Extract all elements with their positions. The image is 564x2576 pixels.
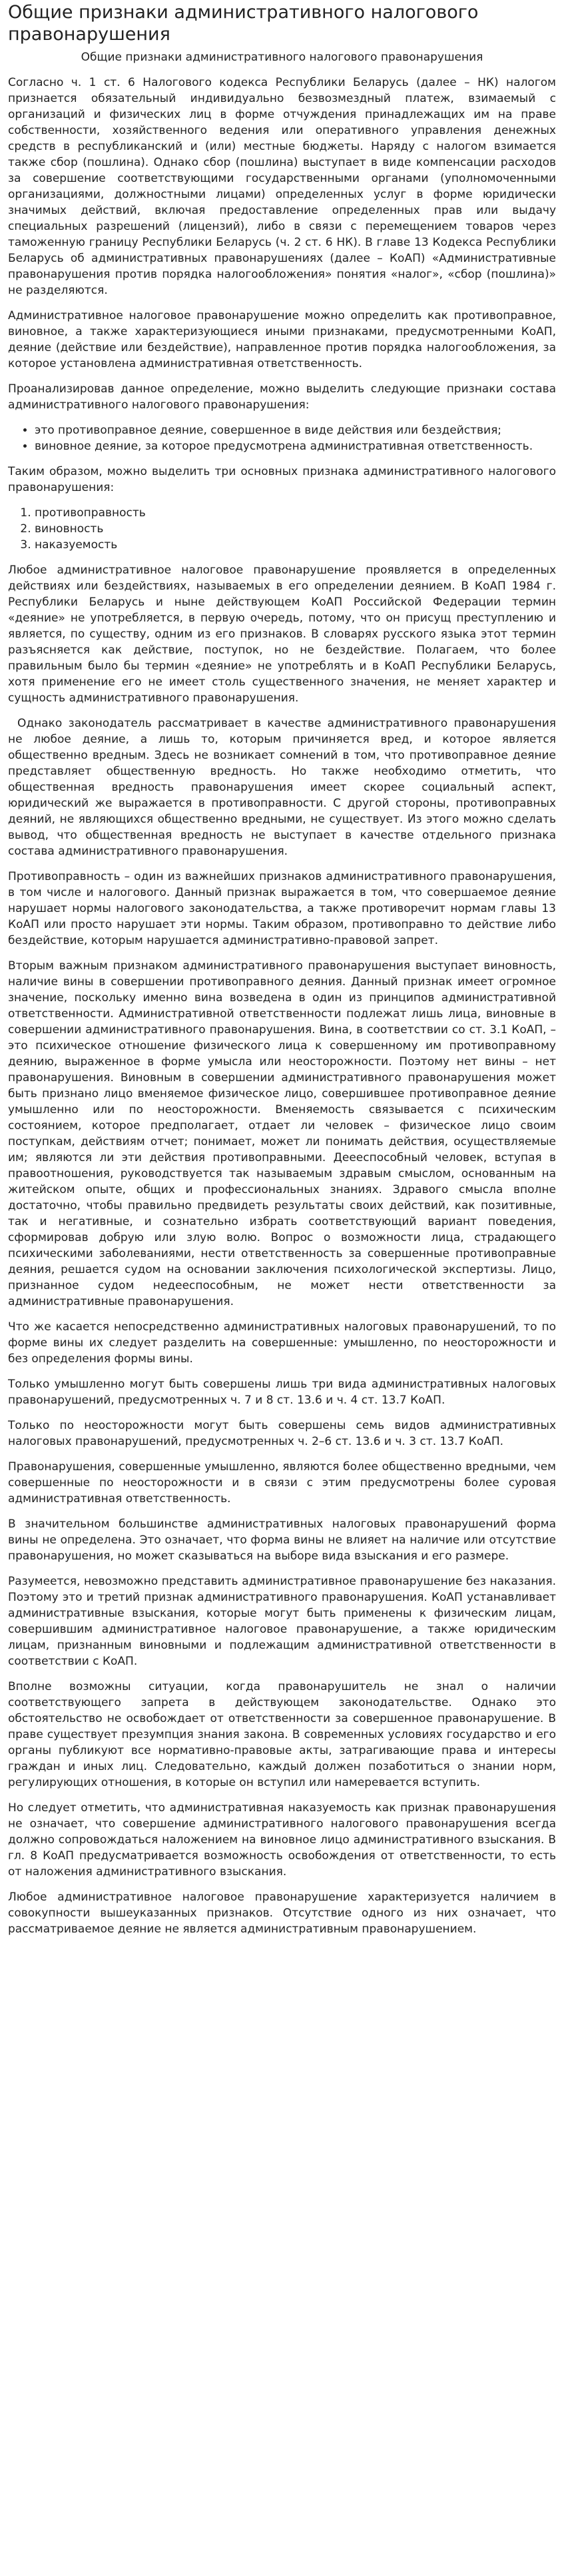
- paragraph-12: Правонарушения, совершенные умышленно, являются более общественно вредными, чем совершенные по неосторожности и в связи с этим предусмотрены более суровая административная ответственность.: [8, 1460, 556, 1505]
- list-item: 1. противоправность: [35, 505, 556, 521]
- paragraph-7: Противоправность – один из важнейших признаков административного правонарушения, в том числе и налогового. Данный признак выражается в том, что совершаемое деяние нарушает нормы налогового законодательства, а также противоречит нормам главы 13 КоАП или просто нарушает эти нормы. Таким образом, противоправно то действие либо бездействие, которым нарушается административно-правовой запрет.: [8, 870, 556, 947]
- list-item: • виновное деяние, за которое предусмотрена административная ответственность.: [35, 438, 556, 454]
- paragraph-15: Вполне возможны ситуации, когда правонарушитель не знал о наличии соответствующего запрета в действующем законодательстве. Однако это обстоятельство не освобождает от ответственности за совершенное правонарушение. В праве существует презумпция знания закона. В современных условиях государство и его органы публикуют все нормативно-правовые акты, затрагивающие права и интересы граждан и иных лиц. Следовательно, каждый должен позаботиться о знании норм, регулирующих отношения, в которые он вступил или намеревается вступить.: [8, 1680, 556, 1789]
- paragraph-4: Таким образом, можно выделить три основных признака административного налогового правонарушения:: [8, 465, 556, 494]
- main-features-numbered-list: [8, 505, 556, 553]
- paragraph-16: Но следует отметить, что административная наказуемость как признак правонарушения не означает, что совершение административного налогового правонарушения всегда должно сопровождаться наложением на виновное лицо административного взыскания. В гл. 8 КоАП предусматривается возможность освобождения от ответственности, то есть от наложения административного взыскания.: [8, 1801, 556, 1879]
- list-item: 3. наказуемость: [35, 537, 556, 553]
- paragraph-13: В значительном большинстве административных налоговых правонарушений форма вины не определена. Это означает, что форма вины не влияет на наличие или отсутствие правонарушения, но может сказываться на выборе вида взыскания и его размере.: [8, 1517, 556, 1563]
- paragraph-9: Что же касается непосредственно административных налоговых правонарушений, то по форме вины их следует разделить на совершенные: умышленно, по неосторожности и без определения формы вины.: [8, 1320, 556, 1366]
- paragraph-3: Проанализировав данное определение, можно выделить следующие признаки состава административного налогового правонарушения:: [8, 382, 556, 412]
- paragraph-2: Административное налоговое правонарушение можно определить как противоправное, виновное, а также характеризующиеся иными признаками, предусмотренными КоАП, деяние (действие или бездействие), направленное против порядка налогообложения, за которое установлена административная ответственность.: [8, 309, 556, 370]
- paragraph-6: Однако законодатель рассматривает в качестве административного правонарушения не любое деяние, а лишь то, которым причиняется вред, и которое является общественно вредным. Здесь не возникает сомнений в том, что противоправное деяние представляет общественную вредность. Но также необходимо отметить, что общественная вредность правонарушения имеет скорее социальный аспект, юридический же выражается в противоправности. С другой стороны, противоправных деяний, не являющихся общественно вредными, не существует. Из этого можно сделать вывод, что общественная вредность не выступает в качестве отдельного признака состава административного правонарушения.: [8, 717, 556, 858]
- article: [0, 1, 564, 1958]
- paragraph-14: Разумеется, невозможно представить административное правонарушение без наказания. Поэтому это и третий признак административного правонарушения. КоАП устанавливает административные взыскания, которые могут быть применены к физическим лицам, совершившим административное налоговое правонарушение, а также юридическим лицам, признанным виновными и подлежащим административной ответственности в соответствии с КоАП.: [8, 1575, 556, 1668]
- paragraph-1: Согласно ч. 1 ст. 6 Налогового кодекса Республики Беларусь (далее – НК) налогом признается обязательный индивидуально безвозмездный платеж, взимаемый с организаций и физических лиц в форме отчуждения принадлежащих им на праве собственности, хозяйственного ведения или оперативного управления денежных средств в республиканский и (или) местные бюджеты. Наряду с налогом взимается также сбор (пошлина). Однако сбор (пошлина) выступает в виде компенсации расходов за совершение соответствующими государственными органами (уполномоченными организациями, должностными лицами) определенных услуг в форме юридически значимых действий, включая предоставление определенных прав или выдачу специальных разрешений (лицензий), либо в связи с перемещением товаров через таможенную границу Республики Беларусь (ч. 2 ст. 6 НК). В главе 13 Кодекса Республики Беларусь об административных правонарушениях (далее – КоАП) «Административные правонарушения против порядка налогообложения» понятия «налог», «сбор (пошлина)» не разделяются.: [8, 76, 556, 297]
- paragraph-10: Только умышленно могут быть совершены лишь три вида административных налоговых правонарушений, предусмотренных ч. 7 и 8 ст. 13.6 и ч. 4 ст. 13.7 КоАП.: [8, 1378, 556, 1407]
- list-item: 2. виновность: [35, 521, 556, 537]
- article-subtitle: Общие признаки административного налогового правонарушения: [81, 51, 483, 64]
- paragraph-5: Любое административное налоговое правонарушение проявляется в определенных действиях или бездействиях, называемых в его определении деянием. В КоАП 1984 г. Республики Беларусь и ныне действующем КоАП Российской Федерации термин «деяние» не употребляется, в первую очередь, потому, что он присущ преступлению и является, по существу, одним из его признаков. В словарях русского языка этот термин разъясняется как действие, поступок, но не бездействие. Полагаем, что более правильным было бы термин «деяние» не употреблять и в КоАП Республики Беларусь, хотя применение его не имеет столь существенного значения, не меняет характер и сущность административного правонарушения.: [8, 564, 556, 705]
- paragraph-11: Только по неосторожности могут быть совершены семь видов административных налоговых правонарушений, предусмотренных ч. 2–6 ст. 13.6 и ч. 3 ст. 13.7 КоАП.: [8, 1419, 556, 1448]
- list-item: • это противоправное деяние, совершенное в виде действия или бездействия;: [35, 422, 556, 438]
- page-title: Общие признаки административного налогового правонарушения: [8, 2, 479, 45]
- paragraph-8: Вторым важным признаком административного правонарушения выступает виновность, наличие вины в совершении противоправного деяния. Данный признак имеет огромное значение, поскольку именно вина возведена в один из принципов административной ответственности. Административной ответственности подлежат лишь лица, виновные в совершении административного правонарушения. Вина, в соответствии со ст. 3.1 КоАП, – это психическое отношение физического лица к совершенному им противоправному деянию, выраженное в форме умысла или неосторожности. Поэтому нет вины – нет правонарушения. Виновным в совершении административного правонарушения может быть признано лицо вменяемое физическое лицо, совершившее противоправное деяние умышленно или по неосторожности. Вменяемость связывается с психическим состоянием, которое предполагает, отдает ли человек – физическое лицо своим поступкам, действиям отчет; понимает, может ли понимать действия, осуществляемые им; являются ли эти действия противоправными. Деееспособный человек, вступая в правоотношения, руководствуется так называемым здравым смыслом, основанным на житейском опыте, общих и профессиональных знаниях. Здравого смысла вполне достаточно, чтобы правильно предвидеть результаты своих действий, как позитивные, так и негативные, и сознательно избрать соответствующий вариант поведения, сформировав добрую или злую волю. Вопрос о возможности лица, страдающего психическими заболеваниями, нести ответственность за совершенные противоправные деяния, решается судом на основании заключения психологической экспертизы. Лицо, признанное судом недееспособным, не может нести ответственности за административные правонарушения.: [8, 959, 556, 1308]
- paragraph-17: Любое административное налоговое правонарушение характеризуется наличием в совокупности вышеуказанных признаков. Отсутствие одного из них означает, что рассматриваемое деяние не является административным правонарушением.: [8, 1891, 556, 1936]
- features-bullet-list: [8, 422, 556, 454]
